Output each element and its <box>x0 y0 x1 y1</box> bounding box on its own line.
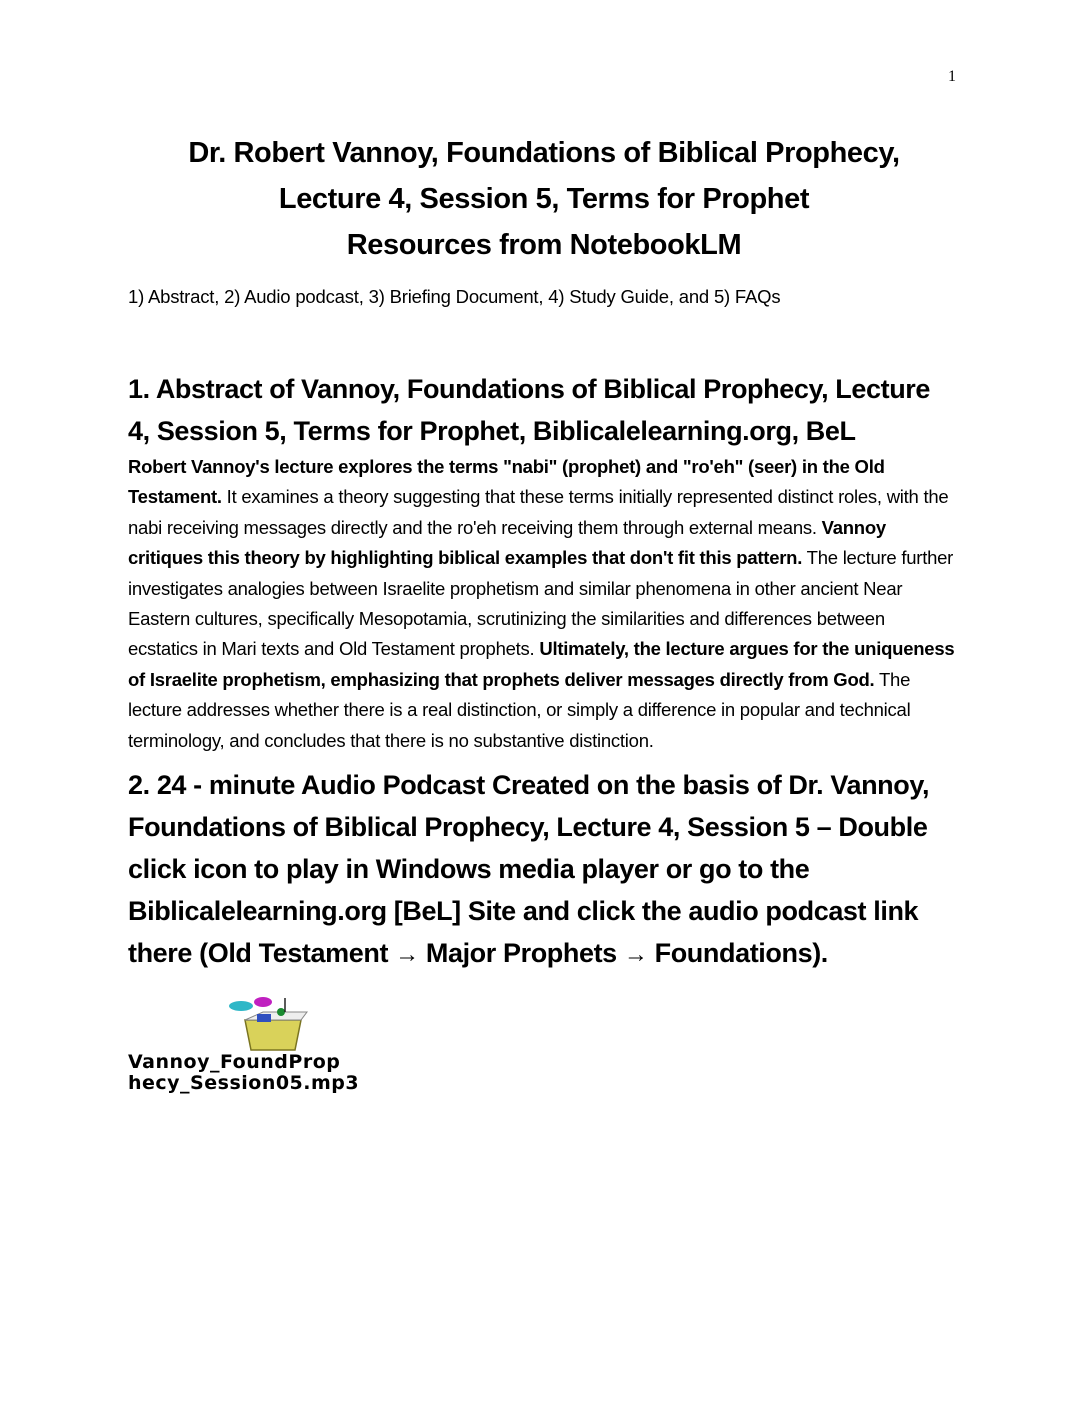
abstract-segment: Vannoy critiques this theory by highlighting biblical examples that don't fit this pattern. <box>128 516 886 569</box>
abstract-segment: It examines a theory suggesting that these terms initially represented distinct roles, with the nabi receiving messages directly and the ro'eh receiving them through external means. <box>128 486 949 538</box>
page-number: 1 <box>948 68 956 85</box>
abstract-segment: The lecture further investigates analogies between Israelite prophetism and similar phenomena in other ancient Near Eastern cultures, specifically Mesopotamia, scrutinizing the similarities and differences between ecstatics in Mari texts and Old Testament prophets. <box>128 547 954 660</box>
heading-text: Major Prophets <box>418 938 624 969</box>
abstract-paragraph <box>128 452 958 756</box>
abstract-segment: Ultimately, the lecture argues for the uniqueness of Israelite prophetism, emphasizing that prophets deliver messages directly from God. <box>128 638 955 690</box>
attachment-filename <box>128 1052 428 1094</box>
section-2-heading <box>128 764 958 976</box>
title-line-1: Dr. Robert Vannoy, Foundations of Biblical Prophecy, <box>188 137 900 169</box>
title-line-2: Lecture 4, Session 5, Terms for Prophet <box>278 183 810 215</box>
arrow-right-icon: → <box>395 941 419 969</box>
abstract-segment: The lecture addresses whether there is a real distinction, or simply a difference in popular and technical terminology, and concludes that there is no substantive distinction. <box>128 668 911 751</box>
heading-text: 2. 24 - minute Audio Podcast Created on the basis of Dr. Vannoy, Foundations of Biblical Prophecy, Lecture 4, Session 5 – Double click icon to play in Windows media player or go to the Biblicalelearning.org [BeL] Site and click the audio podcast link there (Old Testament <box>128 770 930 969</box>
heading-text: Foundations). <box>647 938 828 969</box>
abstract-segment: Robert Vannoy's lecture explores the terms "nabi" (prophet) and "ro'eh" (seer) in the Old Testament. <box>128 456 885 508</box>
audio-attachment[interactable] <box>128 996 428 1094</box>
contents-list: 1) Abstract, 2) Audio podcast, 3) Briefing Document, 4) Study Guide, and 5) FAQs <box>128 286 781 307</box>
document-body <box>128 368 958 1094</box>
filename-line: Vannoy_FoundProp <box>128 1051 341 1074</box>
filename-line: hecy_Session05.mp3 <box>128 1072 360 1095</box>
section-1-heading: 1. Abstract of Vannoy, Foundations of Biblical Prophecy, Lecture 4, Session 5, Terms for Prophet, Biblicalelearning.org, BeL <box>128 374 931 446</box>
title-line-3: Resources from NotebookLM <box>346 229 742 261</box>
page-title <box>100 130 988 268</box>
package-icon <box>223 996 313 1052</box>
arrow-right-icon: → <box>623 941 648 969</box>
